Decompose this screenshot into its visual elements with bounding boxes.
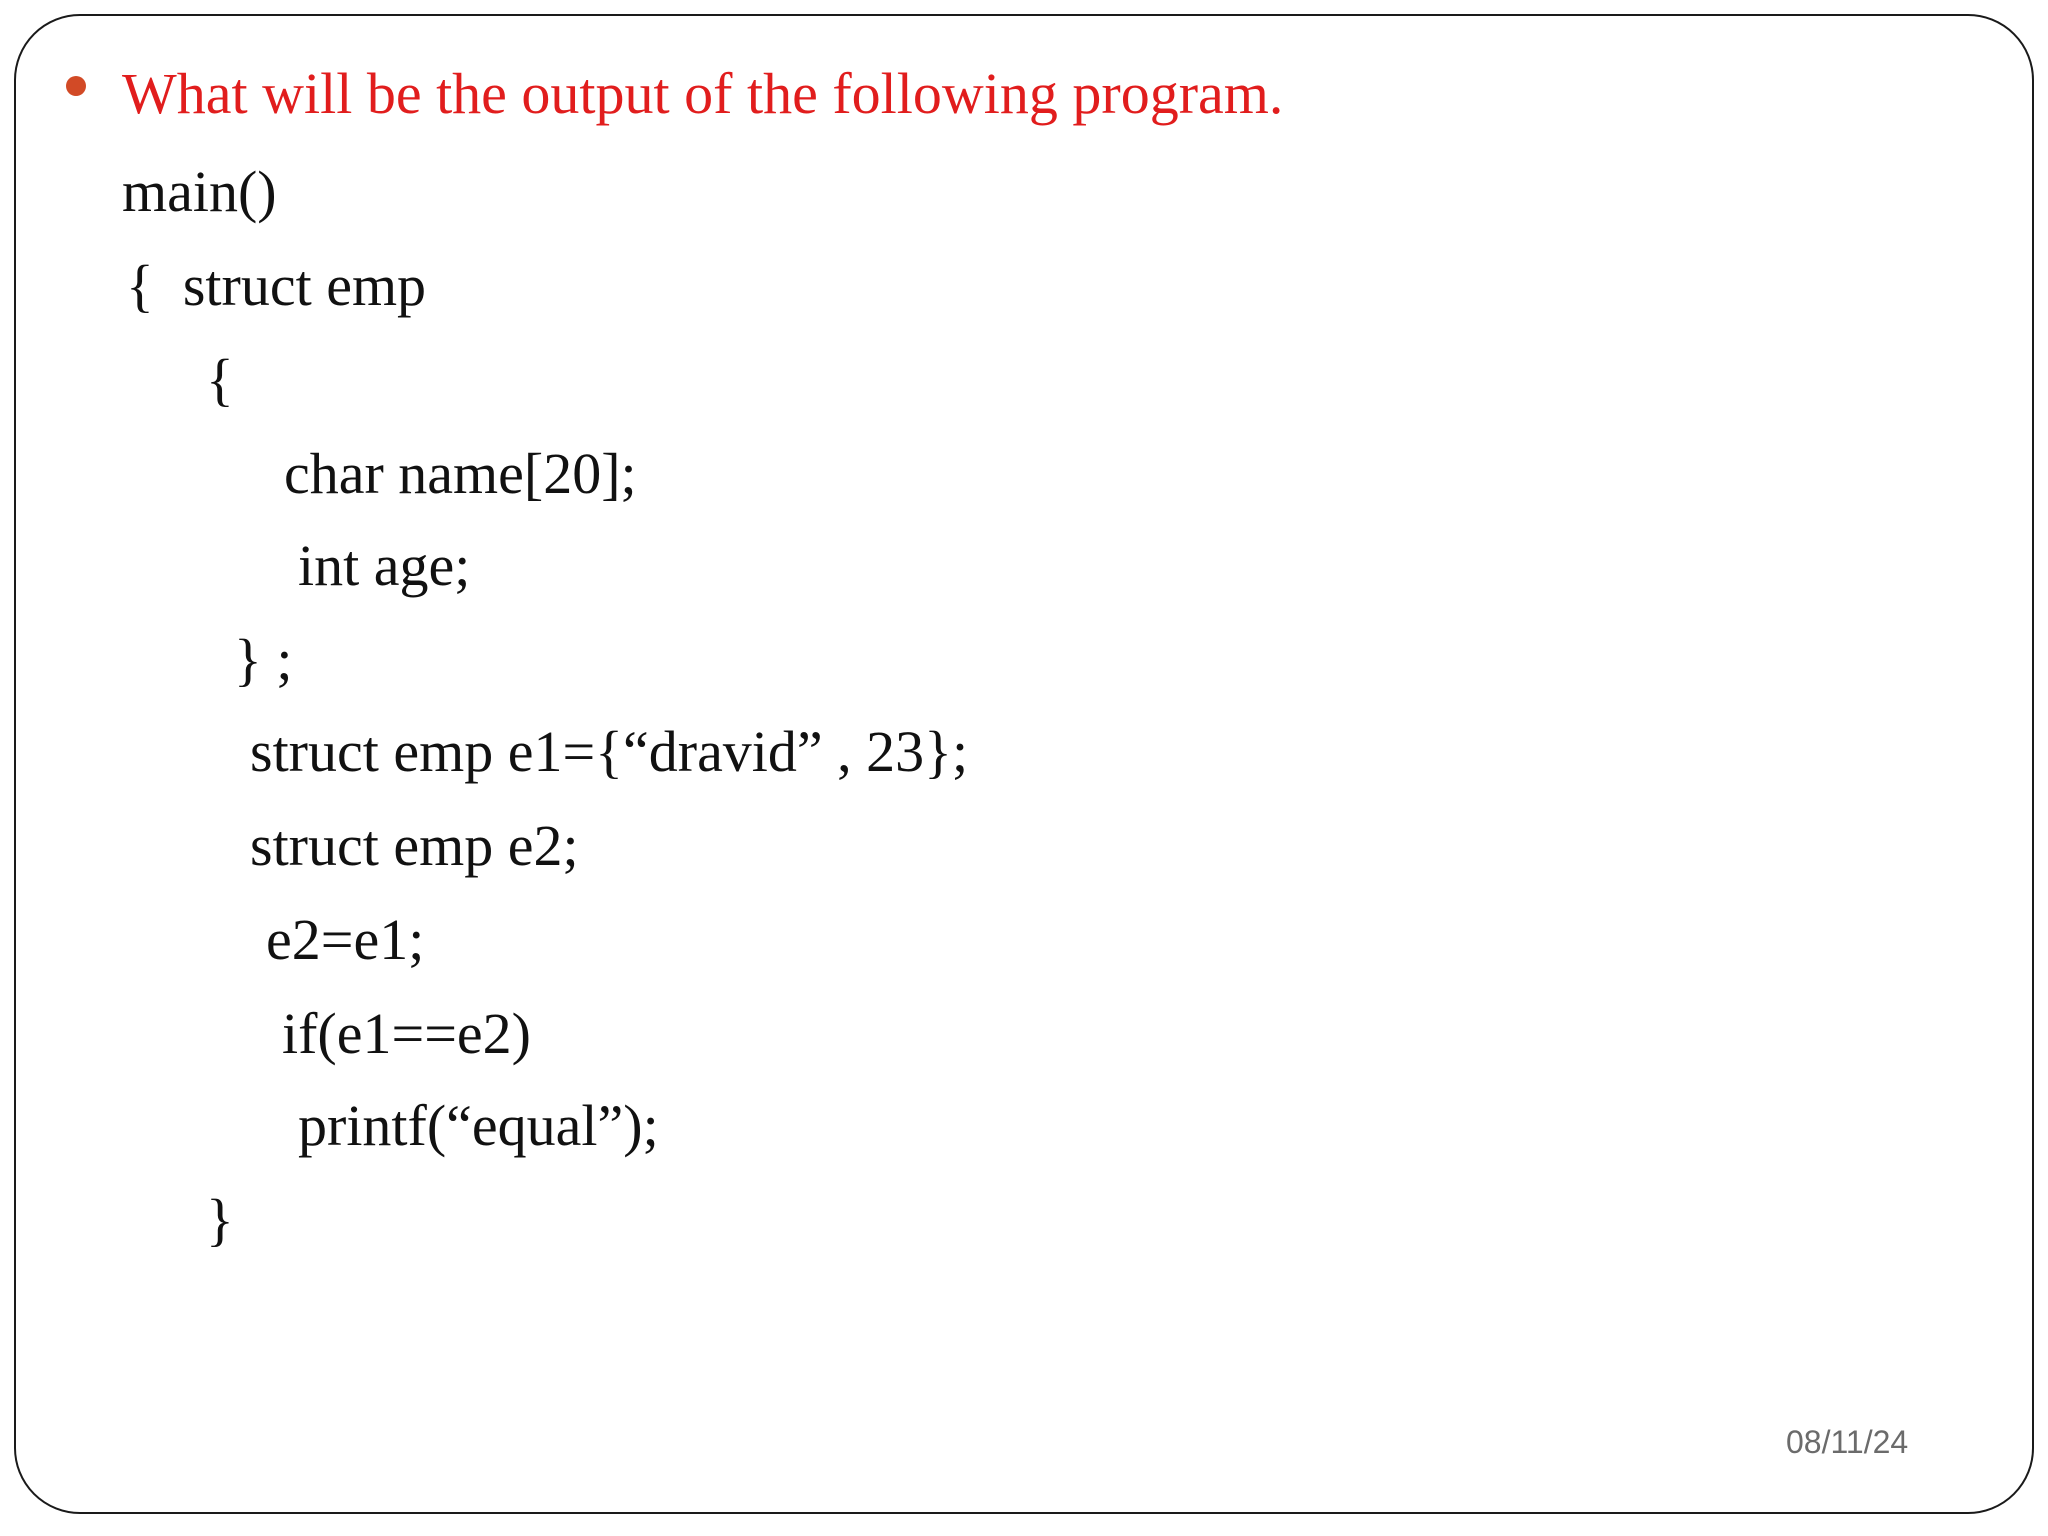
code-line-e1-init: struct emp e1={“dravid” , 23}; [250, 719, 969, 784]
code-line-int-age: int age; [298, 533, 471, 598]
code-line-e2-decl: struct emp e2; [250, 813, 579, 878]
code-line-assign: e2=e1; [266, 907, 425, 972]
code-line-char-name: char name[20]; [284, 441, 637, 506]
code-line-end-brace: } [206, 1187, 234, 1252]
code-line-struct-decl: { struct emp [126, 253, 427, 318]
code-line-printf: printf(“equal”); [298, 1093, 659, 1158]
bullet-icon [66, 76, 86, 96]
code-line-main: main() [122, 159, 277, 224]
code-line-if: if(e1==e2) [282, 1001, 531, 1066]
code-line-close-brace: } ; [234, 627, 293, 692]
code-line-open-brace: { [206, 347, 234, 412]
slide-date: 08/11/24 [1786, 1424, 1909, 1460]
question-text: What will be the output of the following program. [122, 61, 1284, 126]
